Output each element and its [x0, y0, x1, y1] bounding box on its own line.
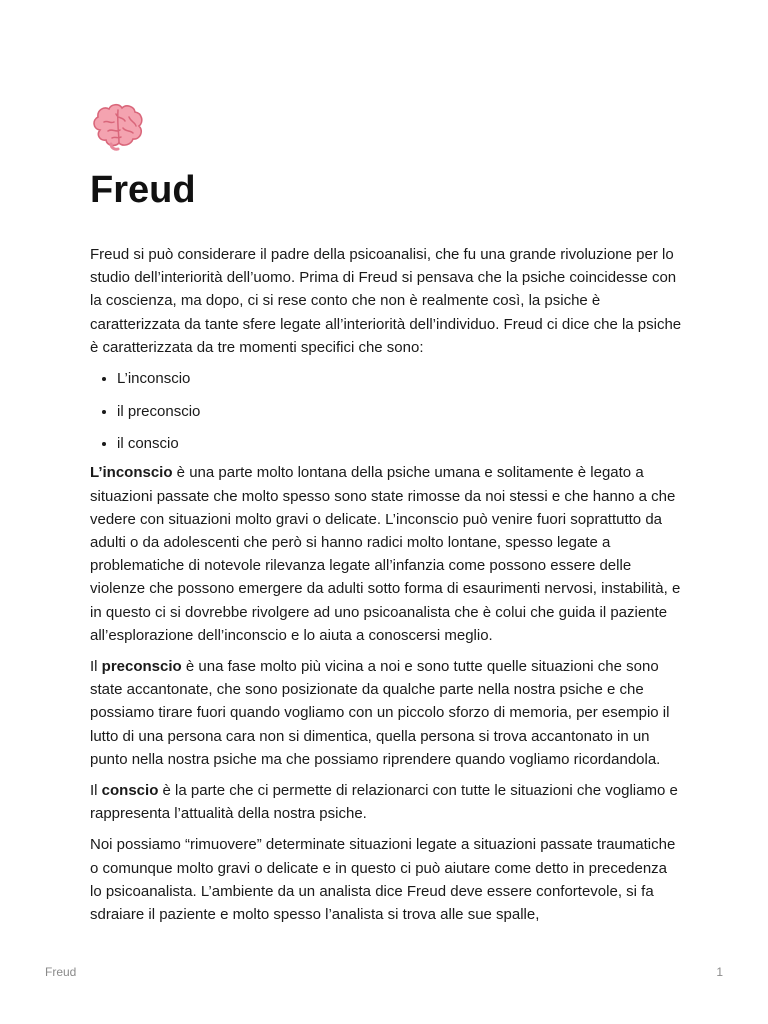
conscio-text: è la parte che ci permette di relazionarci con tutte le situazioni che vogliamo e rappresenta l’attualità della nostra psiche.	[90, 782, 678, 823]
preconscio-prefix: Il	[90, 658, 102, 676]
conscio-paragraph	[90, 779, 682, 825]
inconscio-text: è una parte molto lontana della psiche umana e solitamente è legato a situazioni passate che molto spesso sono state rimosse da noi stessi e che hanno a che vedere con situazioni molto gravi o delicate. L’inconscio può venire fuori soprattutto da adulti o da adolescenti che però si hanno radici molto lontane, spesso legate a problematiche di notevole rilevanza legate all’infanzia come possono essere delle violenze che possono emergere da adulti sotto forma di esaurimenti nervosi, instabilità, e in questo ci si dovrebbe rivolgere ad uno psicoanalista che è colui che guida il paziente all’esplorazione dell’inconscio e lo aiuta a conoscersi meglio.	[90, 464, 681, 644]
page-title: Freud	[90, 169, 196, 211]
list-item: • il conscio	[117, 432, 682, 455]
rimuovere-paragraph: Noi possiamo “rimuovere” determinate situazioni legate a situazioni passate traumatiche o comunque molto gravi o delicate e in questo ci può aiutare come detto in precedenza lo psicoanalista. L’ambiente da un analista dice Freud deve essere confortevole, si fa sdraiare il paziente e molto spesso l’analista si trova alle sue spalle,	[90, 836, 676, 924]
document-body	[90, 243, 682, 926]
footer-title: Freud	[45, 965, 77, 979]
list-item: • il preconscio	[117, 400, 682, 423]
term-inconscio: L’inconscio	[90, 464, 173, 482]
brain-icon	[90, 100, 146, 152]
inconscio-paragraph	[90, 461, 682, 647]
term-preconscio: preconscio	[101, 658, 182, 676]
term-conscio: conscio	[101, 782, 159, 800]
preconscio-text: è una fase molto più vicina a noi e sono tutte quelle situazioni che sono state accantonate, che sono posizionate da qualche parte nella nostra psiche e che possiamo tirare fuori quando vogliamo con un piccolo sforzo di memoria, per esempio il lutto di una persona cara non si dimentica, quella persona si trova accantonato in un punto nella nostra psiche ma che possiamo riprendere quando vogliamo ricordandola.	[90, 658, 670, 768]
psyche-list	[90, 367, 682, 455]
page-number: 1	[716, 965, 723, 979]
list-item: • L’inconscio	[117, 367, 682, 390]
conscio-prefix: Il	[90, 782, 102, 800]
preconscio-paragraph	[90, 655, 682, 771]
page-content	[90, 100, 682, 934]
intro-paragraph: Freud si può considerare il padre della psicoanalisi, che fu una grande rivoluzione per lo studio dell’interiorità dell’uomo. Prima di Freud si pensava che la psiche coincidesse con la coscienza, ma dopo, ci si rese conto che non è realmente così, la psiche è caratterizzata da tante sfere legate all’interiorità dell’individuo. Freud ci dice che la psiche è caratterizzata da tre momenti specifici che sono:	[90, 246, 682, 356]
